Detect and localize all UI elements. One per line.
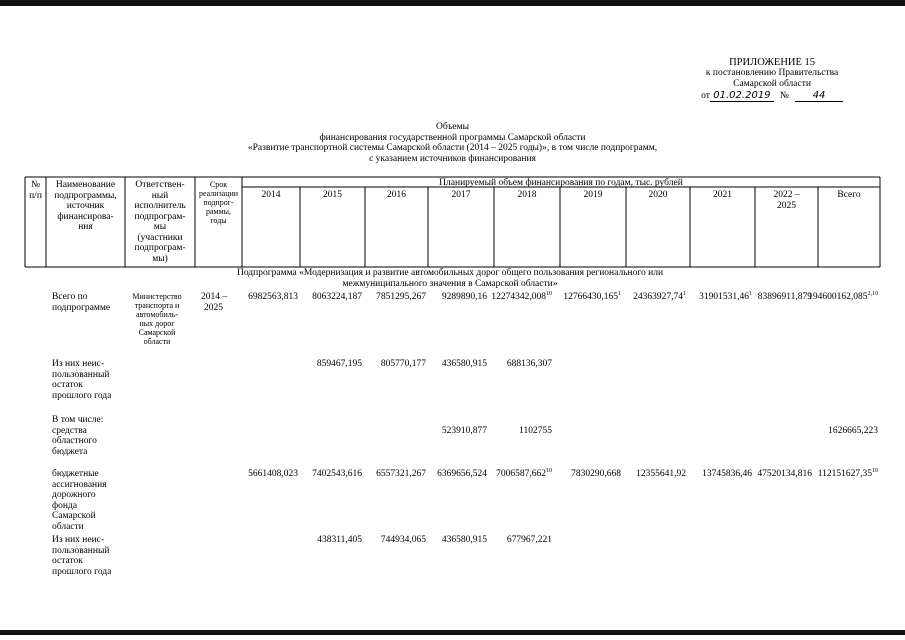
value-text: 1102755 [519, 426, 552, 436]
header-year-2022-2025: 2022 – 2025 [773, 190, 800, 211]
header-executor: Ответствен- ный исполнитель подпрограм- мы (участники подпрограм- мы) [134, 180, 186, 264]
appendix-line2: Самарской области [733, 79, 811, 89]
value-text: 24363927,74 [633, 292, 683, 302]
footnote-marker: 10 [546, 290, 552, 297]
value-cell [462, 535, 552, 546]
value-text: 7851295,267 [376, 292, 426, 302]
value-text: 5661408,023 [248, 469, 298, 479]
doc-title-line2: финансирования государственной программы Самарской области [319, 132, 586, 143]
footnote-marker: 2,10 [867, 290, 878, 297]
value-text: 436580,915 [441, 535, 487, 545]
row-unused-label-2: Из них неис- пользованный остаток прошлого года [52, 535, 112, 577]
value-text: 6982563,813 [248, 292, 298, 302]
value-text: 523910,877 [441, 426, 487, 436]
subprogram-title: Подпрограмма «Модернизация и развитие автомобильных дорог общего пользования регионального или межмуниципального значения в Самарской области» [236, 268, 664, 289]
footnote-marker: 1 [749, 290, 752, 297]
value-cell [788, 469, 878, 480]
value-text: 677967,221 [506, 535, 552, 545]
row-total-term: 2014 – 2025 [201, 292, 228, 313]
value-text: 805770,177 [380, 359, 426, 369]
value-text: 6557321,267 [376, 469, 426, 479]
value-text: 7830290,668 [571, 469, 621, 479]
value-text: 9289890,16 [441, 292, 487, 302]
footnote-marker: 10 [546, 467, 552, 474]
row-regional-budget-label: В том числе: средства областного бюджета [52, 415, 104, 457]
appendix-title: ПРИЛОЖЕНИЕ 15 [729, 57, 816, 68]
header-num: № п/п [29, 180, 42, 201]
value-text: 112151627,35 [817, 469, 872, 479]
header-name: Наименование подпрограммы, источник финансирова- ния [54, 180, 117, 232]
header-year-2015: 2015 [323, 190, 342, 200]
value-text: 6369656,524 [437, 469, 487, 479]
header-year-2020: 2020 [648, 190, 668, 200]
row-total-label: Всего по подпрограмме [52, 292, 111, 313]
header-planned: Планируемый объем финансирования по годам, тыс. рублей [439, 178, 683, 188]
value-text: 7006587,662 [496, 469, 546, 479]
footnote-marker: 1 [618, 290, 621, 297]
header-year-2014: 2014 [261, 190, 281, 200]
header-year-2018: 2018 [517, 190, 537, 200]
doc-title-line1: Объемы [436, 122, 469, 132]
value-text: 194600162,085 [808, 292, 868, 302]
row-unused-label-1: Из них неис- пользованный остаток прошлого года [52, 359, 112, 401]
value-text: 859467,195 [316, 359, 362, 369]
header-year-2016: 2016 [387, 190, 406, 200]
value-text: 436580,915 [441, 359, 487, 369]
value-text: 7402543,616 [312, 469, 362, 479]
value-text: 83896911,879 [757, 292, 812, 302]
doc-title-line4: с указанием источников финансирования [369, 153, 536, 164]
row-road-fund-label: бюджетные ассигнования дорожного фонда Самарской области [52, 469, 107, 532]
value-text: 438311,405 [317, 535, 362, 545]
header-term: Срок реализации подпрог- раммы, годы [198, 180, 239, 225]
value-text: 12766430,165 [563, 292, 618, 302]
value-text: 13745836,46 [702, 469, 752, 479]
header-year-2019: 2019 [583, 190, 603, 200]
handwritten-date: 01.02.2019 [710, 90, 774, 102]
value-text: 8063224,187 [312, 292, 362, 302]
header-year-2021: 2021 [713, 190, 732, 200]
from-label: от [701, 91, 710, 101]
value-cell [788, 292, 878, 303]
value-text: 31901531,46 [699, 292, 749, 302]
row-total-executor: Министерство транспорта и автомобиль- ных дорог Самарской области [132, 292, 182, 346]
value-cell [788, 426, 878, 437]
handwritten-number: 44 [795, 90, 843, 102]
value-text: 12274342,008 [491, 292, 546, 302]
footnote-marker: 10 [872, 467, 878, 474]
appendix-line1: к постановлению Правительства [705, 68, 839, 78]
value-cell [462, 359, 552, 370]
value-text: 1626665,223 [828, 426, 878, 436]
value-text: 688136,307 [506, 359, 552, 369]
value-cell [462, 426, 552, 437]
value-text: 47520134,816 [757, 469, 812, 479]
value-text: 744934,065 [380, 535, 426, 545]
doc-title-line3: «Развитие транспортной системы Самарской области (2014 – 2025 годы)», в том числе подпрограмм, [247, 143, 658, 153]
header-year-2017: 2017 [451, 190, 471, 200]
footnote-marker: 1 [683, 290, 686, 297]
header-total: Всего [837, 190, 861, 200]
value-text: 12355641,92 [636, 469, 686, 479]
number-label: № [779, 91, 789, 101]
